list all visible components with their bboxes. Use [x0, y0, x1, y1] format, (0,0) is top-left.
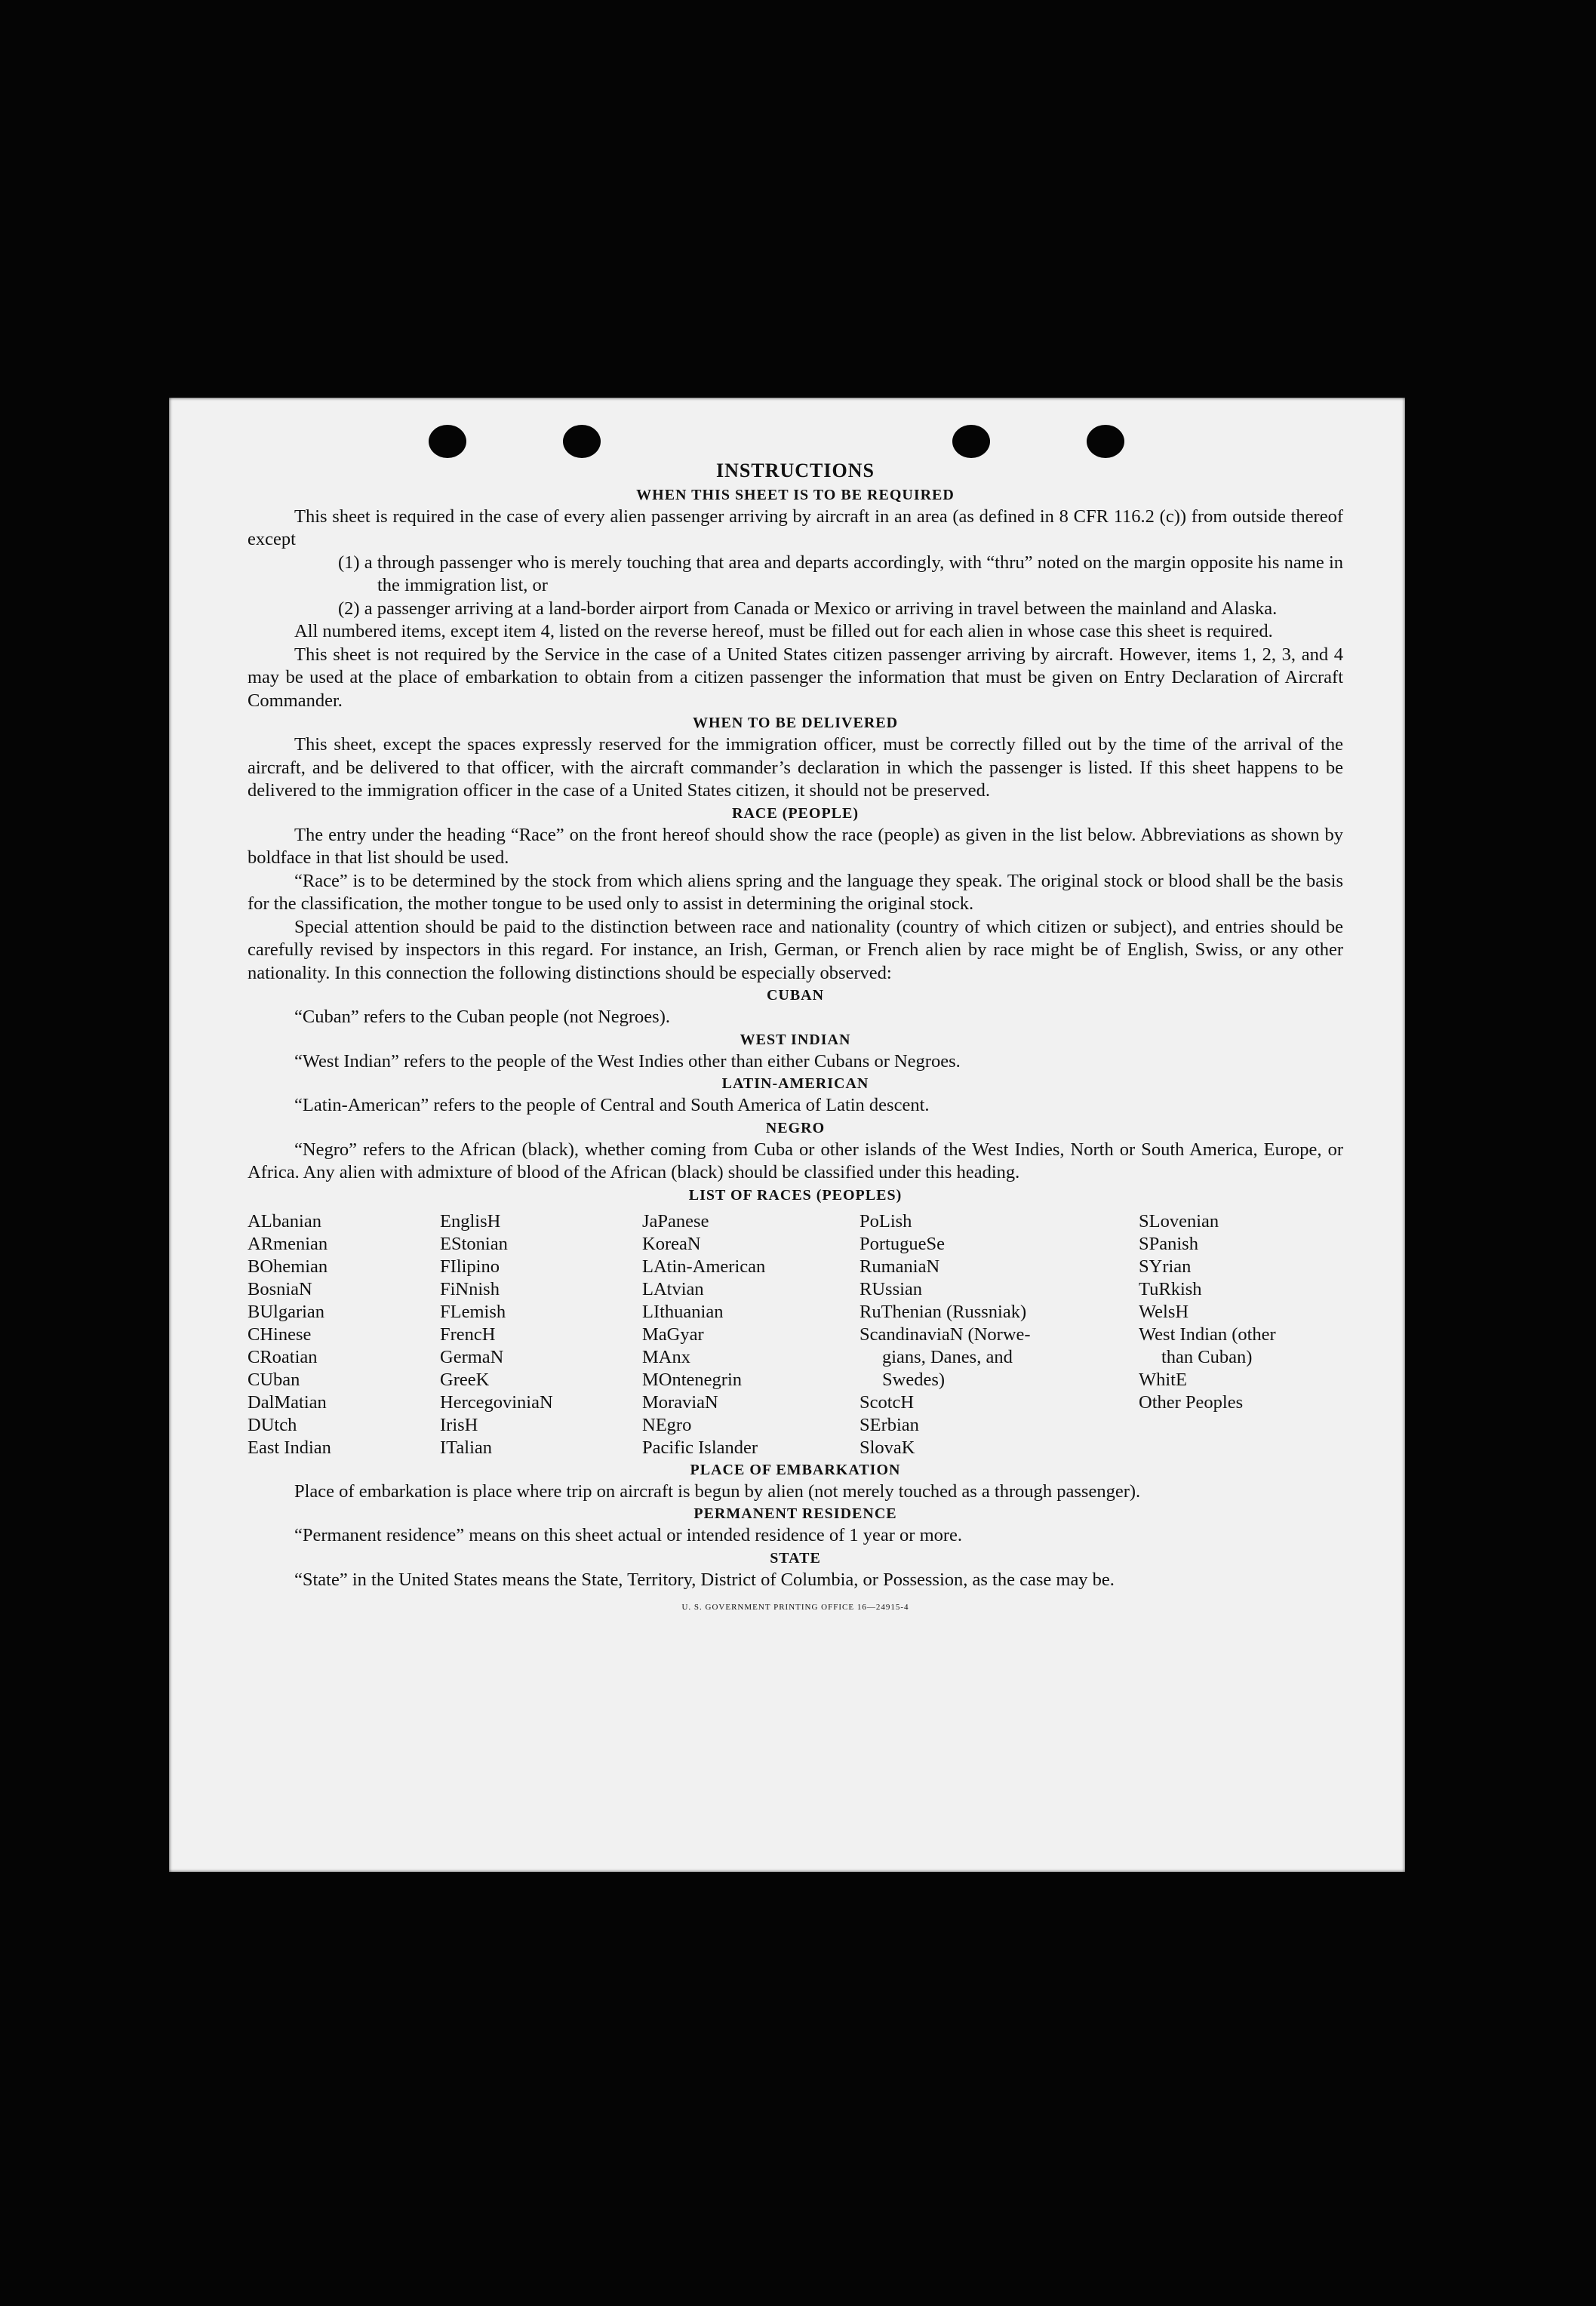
printer-imprint: U. S. GOVERNMENT PRINTING OFFICE 16—24915-4 — [681, 1603, 909, 1612]
document-sheet — [169, 398, 1405, 1872]
paragraph: “Race” is to be determined by the stock from which aliens spring and the language they speak. The original stock or blood shall be the basis for the classification, the mother tongue to be used only to assist in determining the original stock. — [248, 870, 1343, 914]
race-item: CHinese — [248, 1324, 312, 1345]
race-item: gians, Danes, and — [882, 1346, 1013, 1367]
race-item: JaPanese — [642, 1210, 709, 1231]
race-item: KoreaN — [642, 1233, 701, 1254]
race-item: ScandinaviaN (Norwe- — [860, 1324, 1031, 1345]
race-column — [1139, 1210, 1343, 1459]
punch-hole — [563, 425, 601, 458]
list-item: (2) a passenger arriving at a land-border airport from Canada or Mexico or arriving in travel between the mainland and Alaska. — [338, 598, 1278, 619]
race-item: LAtin-American — [642, 1256, 766, 1277]
punch-hole — [952, 425, 990, 458]
race-item: RuThenian (Russniak) — [860, 1301, 1027, 1322]
race-list — [248, 1210, 1343, 1459]
race-item: than Cuban) — [1161, 1346, 1253, 1367]
race-item: ALbanian — [248, 1210, 321, 1231]
race-item: Other Peoples — [1139, 1391, 1244, 1413]
paragraph: “West Indian” refers to the people of the West Indies other than either Cubans or Negroes. — [294, 1050, 961, 1072]
punch-hole — [1087, 425, 1124, 458]
race-item: ScotcH — [860, 1391, 915, 1413]
paragraph: “Negro” refers to the African (black), whether coming from Cuba or other islands of the West Indies, North or South America, Europe, or Africa. Any alien with admixture of blood of the African (black) should be classified under this heading. — [248, 1139, 1343, 1182]
race-item: MOntenegrin — [642, 1369, 742, 1390]
race-item: SPanish — [1139, 1233, 1198, 1254]
paragraph: This sheet is required in the case of every alien passenger arriving by aircraft in an area (as defined in 8 CFR 116.2 (c)) from outside thereof except — [248, 506, 1343, 549]
race-item: PortugueSe — [860, 1233, 945, 1254]
race-item: NEgro — [642, 1414, 692, 1435]
race-item: GermaN — [440, 1346, 504, 1367]
section-heading: WHEN THIS SHEET IS TO BE REQUIRED — [636, 486, 955, 503]
race-item: East Indian — [248, 1437, 331, 1458]
punch-hole — [429, 425, 466, 458]
section-heading: NEGRO — [765, 1119, 826, 1136]
race-item: LIthuanian — [642, 1301, 724, 1322]
race-item: FLemish — [440, 1301, 506, 1322]
paragraph: The entry under the heading “Race” on the front hereof should show the race (people) as given in the list below. Abbreviations as shown by boldface in that list should be used. — [248, 824, 1343, 868]
race-item: DUtch — [248, 1414, 297, 1435]
paragraph: “Latin-American” refers to the people of Central and South America of Latin descent. — [294, 1095, 930, 1115]
race-item: EnglisH — [440, 1210, 501, 1231]
instructions-content — [248, 460, 1343, 1619]
race-item: TuRkish — [1139, 1278, 1202, 1299]
race-item: West Indian (other — [1139, 1324, 1276, 1345]
race-item: FiNnish — [440, 1278, 500, 1299]
race-item: IrisH — [440, 1414, 478, 1435]
race-item: FIlipino — [440, 1256, 500, 1277]
section-heading: LIST OF RACES (PEOPLES) — [688, 1186, 903, 1204]
race-item: EStonian — [440, 1233, 508, 1254]
race-item: Pacific Islander — [642, 1437, 758, 1458]
race-item: DalMatian — [248, 1391, 327, 1413]
race-item: SlovaK — [860, 1437, 915, 1458]
race-column — [440, 1210, 642, 1459]
race-column — [642, 1210, 860, 1459]
race-item: RumaniaN — [860, 1256, 940, 1277]
race-item: BOhemian — [248, 1256, 328, 1277]
race-item: LAtvian — [642, 1278, 704, 1299]
race-item: BUlgarian — [248, 1301, 325, 1322]
race-item: GreeK — [440, 1369, 490, 1390]
paragraph: “Cuban” refers to the Cuban people (not Negroes). — [294, 1007, 670, 1027]
race-item: MAnx — [642, 1346, 690, 1367]
race-item: ITalian — [440, 1437, 493, 1458]
section-heading: LATIN-AMERICAN — [721, 1075, 869, 1092]
race-item: CRoatian — [248, 1346, 318, 1367]
race-item: SErbian — [860, 1414, 919, 1435]
race-item: Swedes) — [882, 1369, 946, 1390]
paragraph: This sheet is not required by the Service in the case of a United States citizen passenger arriving by aircraft. However, items 1, 2, 3, and 4 may be used at the place of embarkation to obtain from a citizen passenger the information that must be given on Entry Declaration of Aircraft Commander. — [248, 644, 1343, 711]
section-heading: PLACE OF EMBARKATION — [690, 1461, 901, 1478]
race-item: MoraviaN — [642, 1391, 718, 1413]
section-heading: WEST INDIAN — [740, 1031, 851, 1048]
paragraph: “State” in the United States means the State, Territory, District of Columbia, or Possession, as the case may be. — [294, 1569, 1115, 1590]
section-heading: PERMANENT RESIDENCE — [693, 1505, 897, 1522]
race-item: FrencH — [440, 1324, 496, 1345]
race-item: CUban — [248, 1369, 300, 1390]
race-column — [248, 1210, 440, 1459]
race-column — [860, 1210, 1139, 1459]
race-item: MaGyar — [642, 1324, 704, 1345]
race-item: HercegoviniaN — [440, 1391, 553, 1413]
list-item: (1) a through passenger who is merely touching that area and departs accordingly, with “thru” noted on the margin opposite his name in the immigration list, or — [338, 552, 1343, 595]
section-heading: WHEN TO BE DELIVERED — [692, 715, 899, 731]
race-item: PoLish — [860, 1210, 912, 1231]
section-heading: CUBAN — [766, 987, 825, 1004]
paragraph: All numbered items, except item 4, listed on the reverse hereof, must be filled out for each alien in whose case this sheet is required. — [294, 621, 1273, 641]
paragraph: Special attention should be paid to the distinction between race and nationality (country of which citizen or subject), and entries should be carefully revised by inspectors in this regard. For instance, an Irish, German, or French alien by race might be of English, Swiss, or any other nationality. In this connection the following distinctions should be especially observed: — [248, 916, 1343, 983]
race-item: SYrian — [1139, 1256, 1192, 1277]
page-title: INSTRUCTIONS — [716, 460, 875, 481]
race-item: WhitE — [1139, 1369, 1187, 1390]
section-heading: RACE (PEOPLE) — [732, 804, 859, 822]
paragraph: This sheet, except the spaces expressly reserved for the immigration officer, must be correctly filled out by the time of the arrival of the aircraft, and be delivered to that officer, with the aircraft commander’s declaration in which the passenger is listed. If this sheet happens to be delivered to the immigration officer in the case of a United States citizen, it should not be preserved. — [248, 734, 1343, 801]
race-item: RUssian — [860, 1278, 923, 1299]
race-item: WelsH — [1139, 1301, 1189, 1322]
race-item: BosniaN — [248, 1278, 312, 1299]
paragraph: “Permanent residence” means on this sheet actual or intended residence of 1 year or more. — [294, 1525, 963, 1545]
race-item: SLovenian — [1139, 1210, 1219, 1231]
paragraph: Place of embarkation is place where trip on aircraft is begun by alien (not merely touched as a through passenger). — [294, 1480, 1141, 1502]
section-heading: STATE — [770, 1549, 821, 1567]
race-item: ARmenian — [248, 1233, 328, 1254]
